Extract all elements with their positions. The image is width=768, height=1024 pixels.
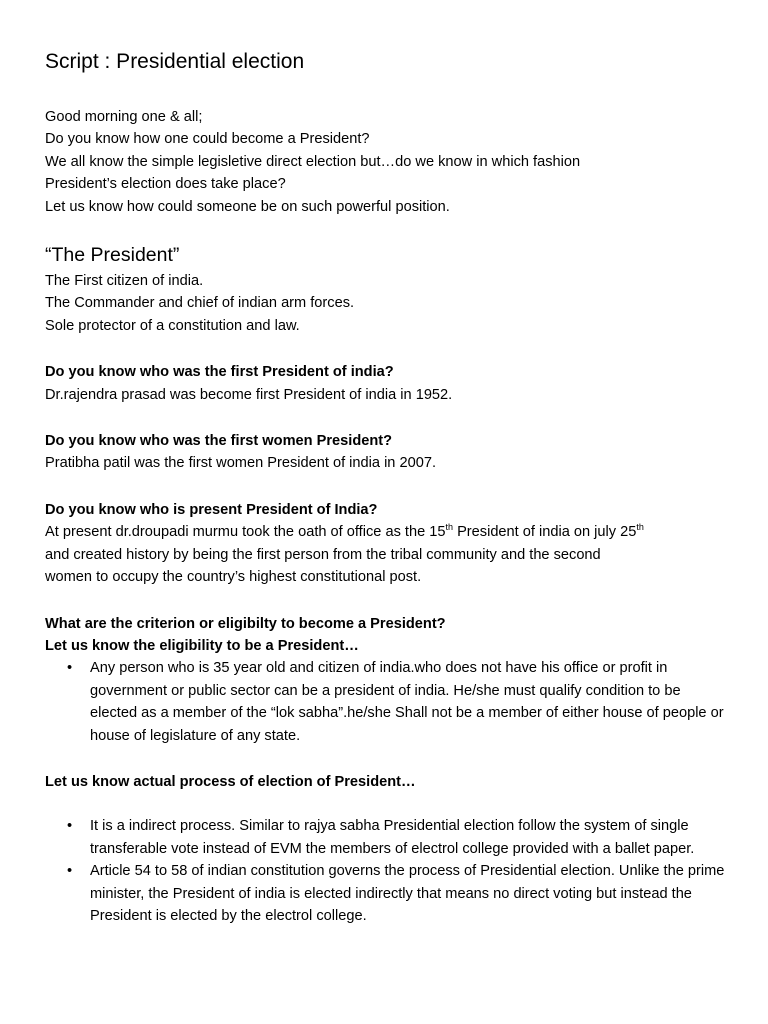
president-line: The First citizen of india.	[45, 273, 204, 290]
ordinal-suffix: th	[636, 522, 644, 533]
list-item	[67, 860, 728, 927]
president-line: Sole protector of a constitution and law.	[45, 317, 300, 334]
answer-text: Dr.rajendra prasad was become first President of india in 1952.	[45, 386, 453, 403]
answer-segment: At present dr.droupadi murmu took the oath of office as the 15	[45, 524, 446, 541]
president-heading: “The President”	[45, 244, 180, 267]
bullet-icon: •	[67, 863, 73, 880]
ordinal-suffix: th	[445, 522, 454, 533]
answer-line: women to occupy the country’s highest constitutional post.	[45, 569, 422, 586]
list-item	[67, 657, 728, 747]
bullet-icon: •	[67, 818, 73, 835]
list-item	[67, 815, 728, 860]
answer-text: Pratibha patil was the first women President of india in 2007.	[45, 455, 437, 472]
process-heading: Let us know actual process of election of President…	[45, 773, 416, 790]
question-text: Do you know who was the first President of india?	[45, 364, 394, 381]
answer-segment: President of india on july 25	[453, 524, 637, 541]
president-section	[45, 242, 728, 337]
question-text: Do you know who was the first women President?	[45, 433, 393, 450]
bullet-icon: •	[67, 660, 73, 677]
question-text: Do you know who is present President of India?	[45, 501, 378, 518]
process-list	[45, 815, 728, 927]
intro-line: Good morning one & all;	[45, 109, 203, 125]
document-title: Script : Presidential election	[45, 50, 305, 73]
intro-line: We all know the simple legisletive direct election but…do we know in which fashion	[45, 153, 581, 170]
qa-first-women-president	[45, 430, 728, 475]
president-line: The Commander and chief of indian arm forces.	[45, 295, 355, 312]
intro-section	[45, 106, 728, 218]
qa-first-president	[45, 361, 728, 406]
subheading-text: Let us know the eligibility to be a President…	[45, 637, 359, 654]
list-item-text: It is a indirect process. Similar to rajya sabha Presidential election follow the system of single transferable vote instead of EVM the members of electrol college provided with a ballet paper.	[90, 818, 695, 857]
question-text: What are the criterion or eligibilty to become a President?	[45, 615, 446, 632]
eligibility-section	[45, 613, 728, 747]
intro-line: Do you know how one could become a President?	[45, 131, 370, 148]
list-item-text: Any person who is 35 year old and citizen of india.who does not have his office or profit in government or public sector can be a president of india. He/she must qualify condition to be elected as a member of the “lok sabha”.he/she Shall not be a member of either house of people or house of legislature of any state.	[90, 660, 724, 744]
intro-line: Let us know how could someone be on such powerful position.	[45, 198, 450, 215]
eligibility-list	[45, 657, 728, 747]
answer-line	[45, 521, 728, 543]
intro-line: President’s election does take place?	[45, 176, 286, 193]
answer-line: and created history by being the first person from the tribal community and the second	[45, 546, 601, 563]
list-item-text: Article 54 to 58 of indian constitution governs the process of Presidential election. Unlike the prime minister, the President of india is elected indirectly that means no direct voting but instead the President is elected by the electrol college.	[90, 863, 725, 924]
qa-present-president	[45, 499, 728, 589]
process-section	[45, 771, 728, 927]
